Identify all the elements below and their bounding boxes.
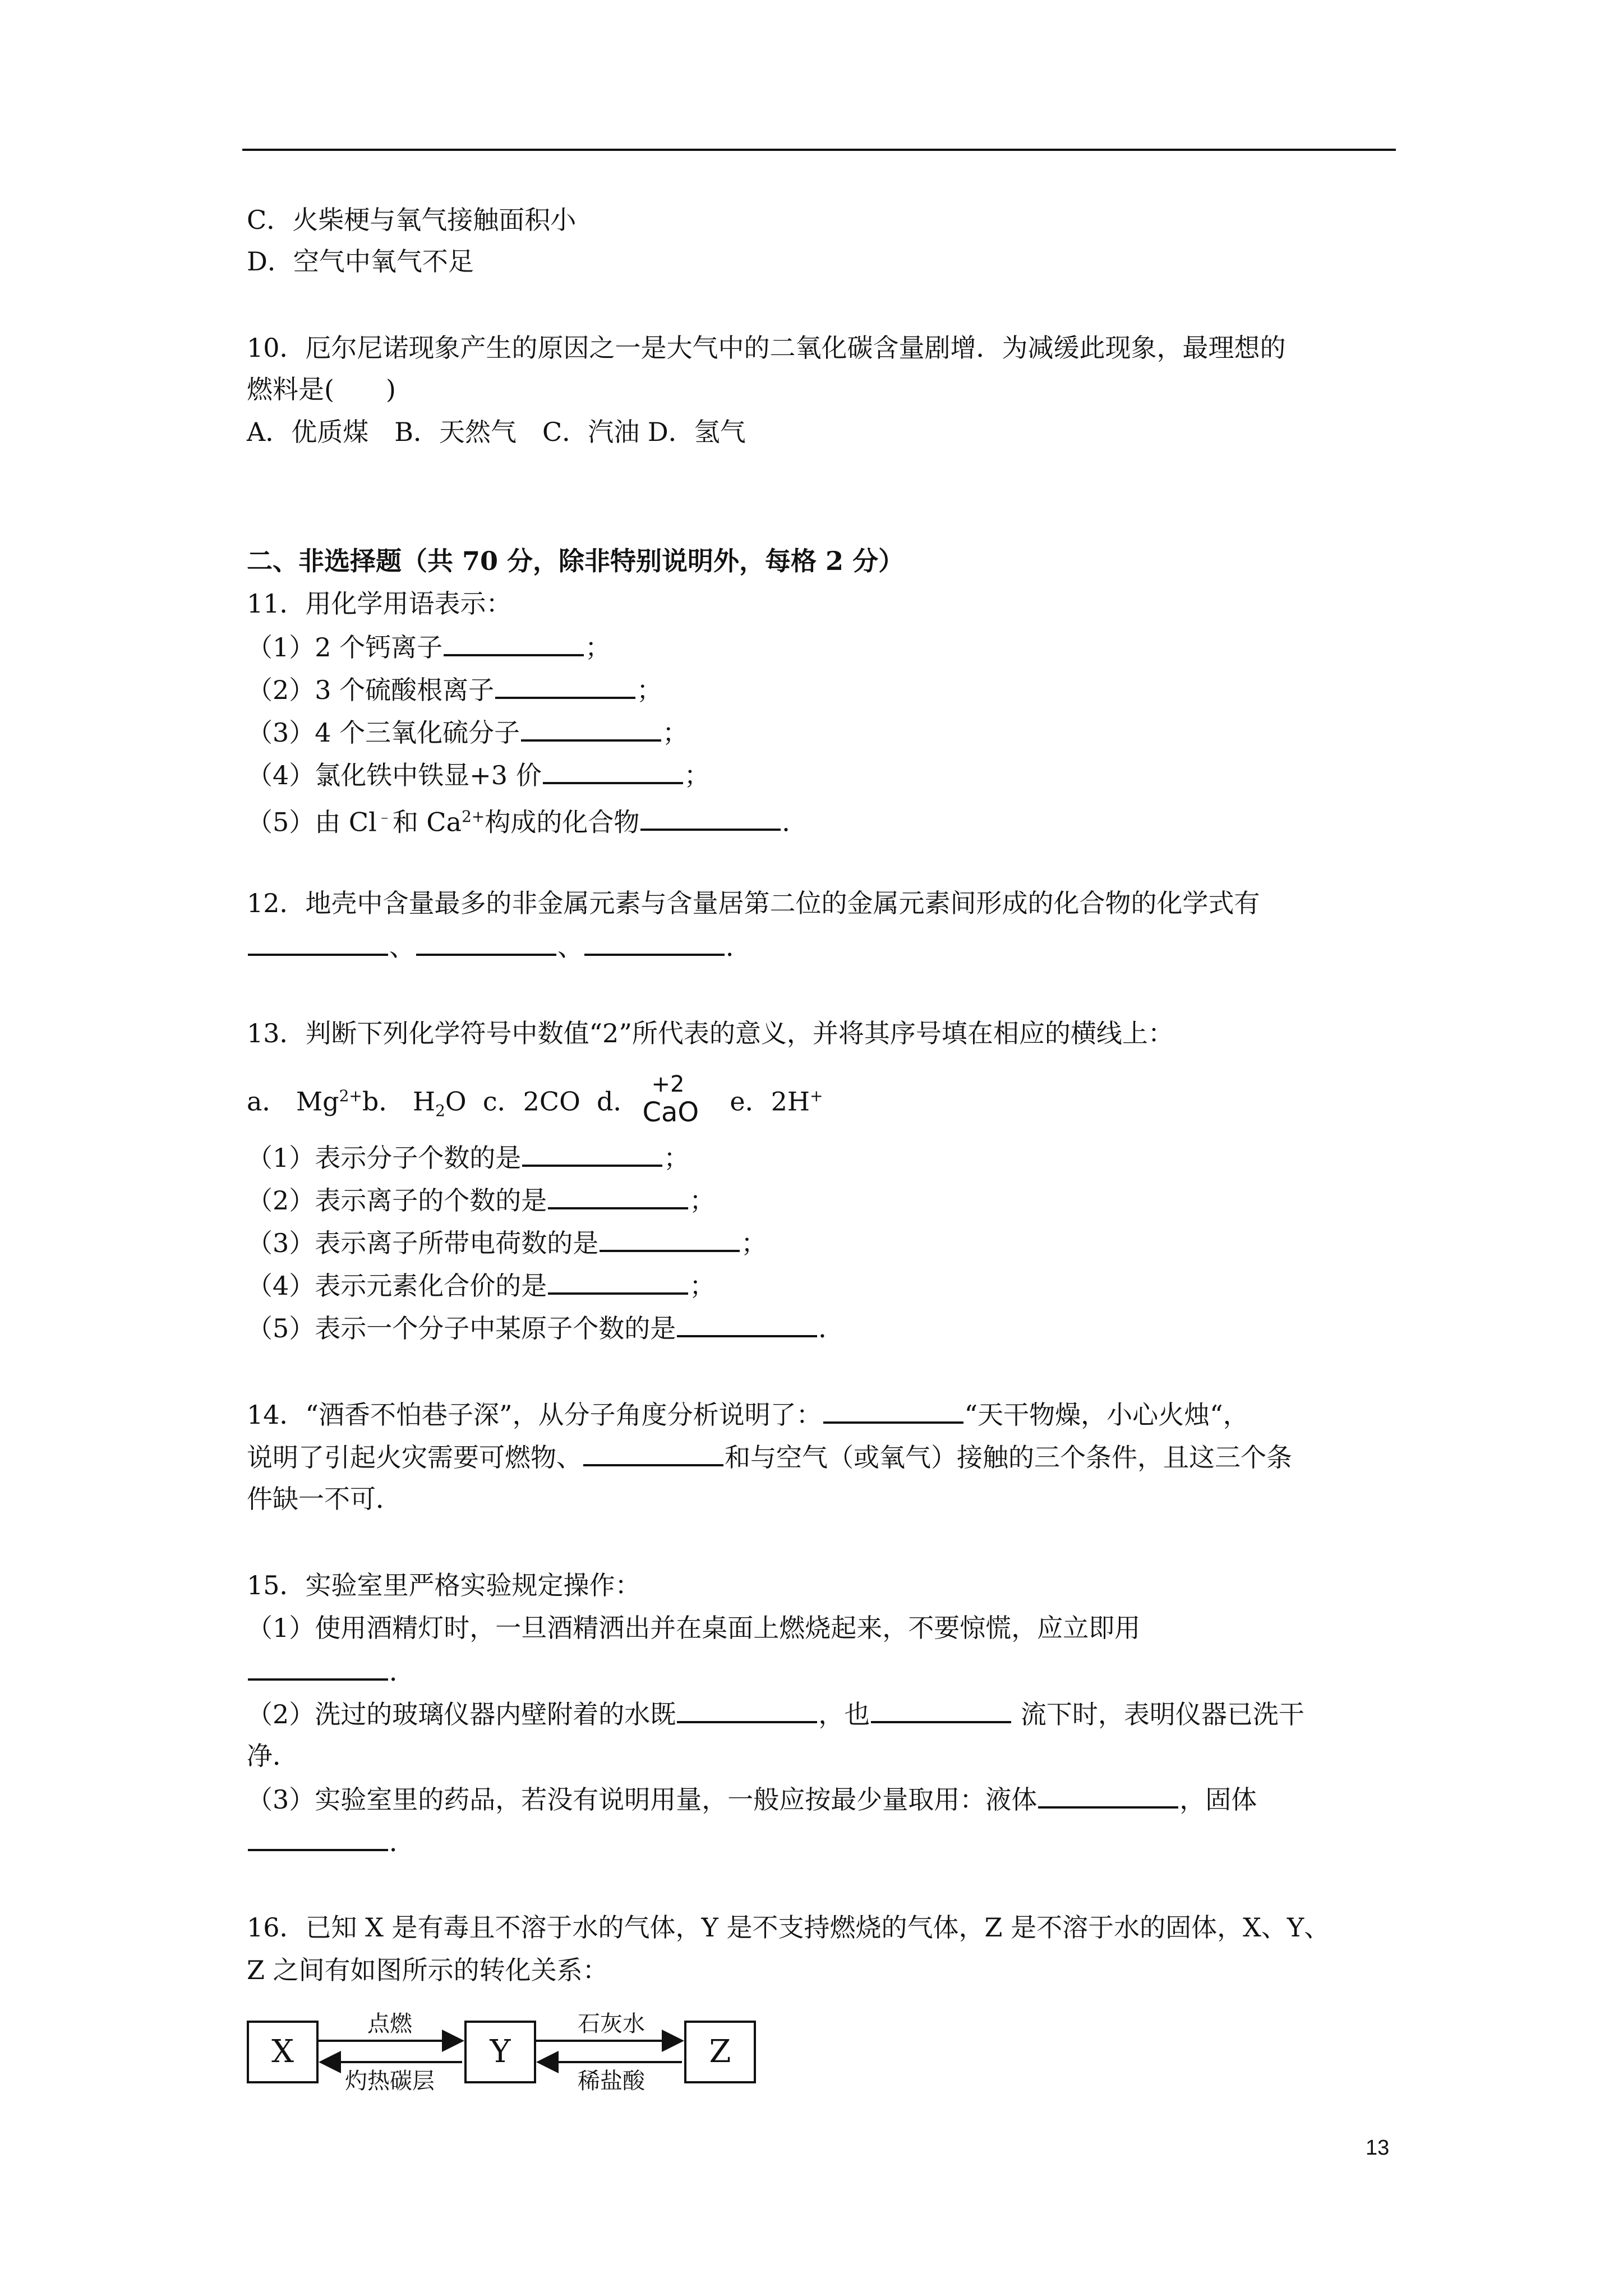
punct: ； [684,760,710,790]
symbol-c: c．2CO [482,1086,580,1117]
answer-blank[interactable] [640,804,781,831]
q15-item-2 [247,1696,1304,1730]
answer-blank[interactable] [677,1696,817,1723]
q10-stem-line1: 10．厄尔尼诺现象产生的原因之一是大气中的二氧化碳含量剧增．为减缓此现象，最理想的 [247,333,1286,363]
cao-formula: CaO [642,1096,699,1128]
q12-blanks [247,929,751,963]
q13-stem: 13．判断下列化学符号中数值“2”所代表的意义，并将其序号填在相应的横线上： [247,1018,1174,1048]
q15-item-1: （1）使用酒精灯时，一旦酒精洒出并在桌面上燃烧起来，不要惊慌，应立即用 [247,1613,1141,1643]
q13-item-4-text: （4）表示元素化合价的是 [247,1271,547,1301]
q15-text: ，固体 [1179,1784,1257,1815]
q14-line-2 [247,1439,1292,1473]
q14-text: 14．“酒香不怕巷子深”，从分子角度分析说明了： [247,1400,822,1430]
conversion-diagram [247,2008,808,2104]
q16-line-2: Z 之间有如图所示的转化关系： [247,1955,608,1985]
q15-item-3-blank [247,1824,415,1858]
calcium-charge: 2+ [462,807,485,826]
arrow-label-ignite: 点燃 [367,2011,412,2037]
answer-blank[interactable] [495,672,635,699]
q14-line-1 [247,1397,1249,1430]
q11-item-2-text: （2）3 个硫酸根离子 [247,675,495,705]
q13-item-3-text: （3）表示离子所带电荷数的是 [247,1228,599,1258]
q15-item-3 [247,1782,1257,1815]
answer-blank[interactable] [543,757,683,784]
q15-text: （2）洗过的玻璃仪器内壁附着的水既 [247,1699,676,1729]
q11-item-5-text-c: 构成的化合物 [485,807,640,838]
arrow-label-limewater: 石灰水 [578,2011,645,2037]
answer-blank[interactable] [871,1696,1011,1723]
symbol-b-end: O [445,1086,467,1117]
arrow-label-dilute-hcl: 稀盐酸 [578,2068,645,2094]
answer-blank[interactable] [248,1654,388,1681]
q10-options: A．优质煤 B．天然气 C．汽油 D．氢气 [247,417,746,447]
q14-text: “天干物燥，小心火烛“， [964,1400,1249,1430]
q13-item-1 [247,1140,689,1174]
q13-item-5-text: （5）表示一个分子中某原子个数的是 [247,1313,676,1343]
q15-stem: 15．实验室里严格实验规定操作： [247,1570,641,1600]
q11-item-5-text-b: 和 Ca [392,807,462,838]
cao-with-valence [639,1071,706,1128]
punct: 、 [389,932,415,962]
answer-blank[interactable] [248,1824,388,1851]
q14-line-3: 件缺一不可． [247,1484,402,1514]
q15-text: ，也 [818,1699,870,1729]
q11-item-1 [247,629,611,663]
punct: ． [389,1657,415,1687]
section-title: 二、非选择题（共 70 分，除非特别说明外，每格 2 分） [247,546,905,576]
q11-item-5-text-a: （5）由 Cl [247,807,377,838]
symbol-e: e．2H [730,1086,810,1117]
answer-blank[interactable] [584,929,725,956]
q16-line-1: 16．已知 X 是有毒且不溶于水的气体，Y 是不支持燃烧的气体，Z 是不溶于水的固体，X、Y、 [247,1912,1330,1943]
q14-text: 和与空气（或氧气）接触的三个条件，且这三个条 [725,1442,1292,1473]
answer-blank[interactable] [677,1310,817,1337]
punct: ． [782,807,808,838]
q14-text: 说明了引起火灾需要可燃物、 [247,1442,582,1473]
q15-item-1-blank [247,1654,415,1687]
punct: ； [637,675,663,705]
punct: ； [663,1143,690,1173]
q11-item-4-text: （4）氯化铁中铁显+3 价 [247,760,542,790]
chloride-charge: ﹣ [376,807,393,826]
q13-item-5 [247,1310,844,1344]
header-rule [242,149,1396,151]
q13-item-4 [247,1268,715,1301]
answer-blank[interactable] [444,629,584,656]
q11-item-1-text: （1）2 个钙离子 [247,632,443,662]
answer-blank[interactable] [583,1439,723,1466]
punct: ； [741,1228,767,1258]
symbol-b: b． H [362,1086,436,1117]
symbol-a-charge: 2+ [339,1087,362,1105]
punct: ； [585,632,611,662]
box-x: X [247,2021,319,2083]
punct: ． [389,1827,415,1857]
q11-item-5 [247,800,808,838]
punct: ． [818,1313,845,1343]
q11-item-3-text: （3）4 个三氧化硫分子 [247,717,520,748]
answer-blank[interactable] [600,1225,740,1252]
punct: ； [662,717,689,748]
arrow-label-hot-carbon: 灼热碳层 [345,2068,435,2094]
valence-mark: +2 [651,1071,685,1097]
q11-item-2 [247,672,662,706]
q9-option-c: C．火柴梗与氧气接触面积小 [247,205,577,235]
answer-blank[interactable] [248,929,388,956]
q13-item-2-text: （2）表示离子的个数的是 [247,1185,547,1216]
punct: ； [689,1185,716,1216]
punct: ． [726,932,751,962]
q15-item-2-end: 净． [247,1741,298,1771]
q9-option-d: D．空气中氧气不足 [247,246,474,277]
q13-item-2 [247,1182,715,1216]
q11-stem: 11．用化学用语表示： [247,588,512,619]
answer-blank[interactable] [823,1397,963,1424]
q15-text: （3）实验室里的药品，若没有说明用量，一般应按最少量取用：液体 [247,1784,1038,1815]
q13-item-3 [247,1225,767,1259]
q13-item-1-text: （1）表示分子个数的是 [247,1143,522,1173]
answer-blank[interactable] [1038,1782,1178,1809]
answer-blank[interactable] [521,715,661,742]
symbol-d: d． [597,1086,639,1117]
punct: ； [689,1271,716,1301]
answer-blank[interactable] [416,929,556,956]
symbol-a: a． Mg [247,1086,339,1117]
symbol-b-subscript: 2 [435,1101,445,1120]
q13-symbols [247,1071,823,1128]
box-z: Z [684,2021,756,2083]
q10-stem-line2: 燃料是( ) [247,374,396,404]
answer-blank[interactable] [548,1268,688,1295]
q15-text: 流下时，表明仪器已洗干 [1012,1699,1304,1729]
q12-stem: 12．地壳中含量最多的非金属元素与含量居第二位的金属元素间形成的化合物的化学式有 [247,888,1260,918]
symbol-e-charge: + [809,1087,823,1105]
answer-blank[interactable] [548,1182,688,1209]
q11-item-4 [247,757,710,791]
punct: 、 [557,932,583,962]
q11-item-3 [247,715,688,748]
page-number: 13 [1366,2136,1390,2160]
answer-blank[interactable] [522,1140,662,1167]
box-y: Y [464,2021,536,2083]
